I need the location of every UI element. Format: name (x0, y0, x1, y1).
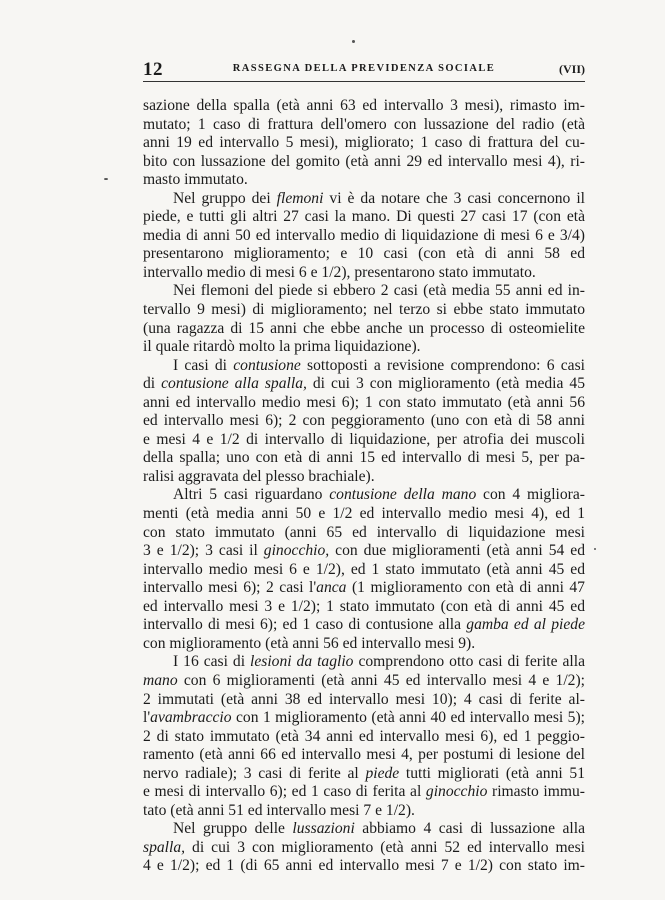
text-line (143, 412, 585, 431)
text-segment: 4 e 1/2); ed 1 (di 65 anni ed intervallo mesi 7 e 1/2) con stato im- (143, 857, 585, 875)
text-line (143, 783, 585, 802)
text-segment: intervallo mesi 6); 2 casi l' (143, 579, 317, 597)
text-line (143, 357, 585, 376)
text-segment: con 1 miglioramento (età anni 40 ed intervallo mesi 5); (231, 709, 585, 727)
text-line (143, 282, 585, 301)
italic-term: spalla, (143, 838, 186, 856)
text-segment: intervallo di mesi 6); ed 1 caso di contusione alla (143, 616, 467, 634)
italic-term: flemoni (276, 189, 324, 207)
text-segment: ed intervallo mesi 6); 2 con peggioramento (uno con età di 58 anni (143, 412, 585, 430)
text-segment: ralisi aggravata del plesso brachiale). (143, 467, 375, 485)
italic-term: gamba ed al piede (466, 616, 585, 634)
text-segment: anni ed intervallo medio mesi 6); 1 con stato immutato (età anni 56 (143, 393, 585, 411)
text-line (143, 375, 585, 394)
text-line (143, 839, 585, 858)
text-segment: piede, e tutti gli altri 27 casi la mano. Di questi 27 casi 17 (con età (143, 208, 585, 226)
text-line (143, 190, 585, 209)
italic-term: avambraccio (150, 709, 232, 727)
text-line (143, 579, 585, 598)
text-line (143, 449, 585, 468)
text-line (143, 542, 585, 561)
italic-term: anca (316, 579, 347, 597)
text-segment: I casi di (173, 356, 234, 374)
italic-term: mano (143, 671, 178, 689)
text-segment: con miglioramento (età anni 56 ed intervallo mesi 9). (143, 634, 476, 652)
text-segment: di cui 3 con miglioramento (età anni 52 ed intervallo mesi (185, 838, 585, 856)
text-segment: bito con lussazione del gomito (età anni 29 ed intervallo mesi 4), ri- (143, 152, 585, 170)
text-segment: di (143, 375, 162, 393)
scan-speck (352, 40, 355, 43)
text-segment: il quale ritardò molto la prima liquidazione). (143, 338, 421, 356)
text-segment: ramento (età anni 66 ed intervallo mesi 4, per postumi di lesione del (143, 746, 585, 764)
text-segment: Nel gruppo dei (173, 189, 277, 207)
text-line (143, 171, 585, 190)
italic-term: lussazioni (292, 820, 355, 838)
text-line (143, 765, 585, 784)
text-line (143, 227, 585, 246)
text-segment: I 16 casi di (173, 653, 250, 671)
text-segment: della spalla; uno con età di anni 15 ed intervallo di mesi 5, per pa- (143, 449, 585, 467)
text-segment: sottoposti a revisione comprendono: 6 casi (300, 356, 586, 374)
italic-term: contusione (233, 356, 301, 374)
text-segment: anni 19 ed intervallo 5 mesi), migliorato; 1 caso di frattura del cu- (143, 134, 585, 152)
text-segment: con due miglioramenti (età anni 54 ed (329, 542, 585, 560)
text-segment: Nei flemoni del piede si ebbero 2 casi (età media 55 anni ed in- (173, 282, 585, 300)
text-segment: e mesi di intervallo 6); ed 1 caso di ferita al (143, 783, 426, 801)
text-segment: (1 miglioramento con età di anni 47 (346, 579, 585, 597)
italic-term: ginocchio (425, 783, 488, 801)
text-line (143, 691, 585, 710)
text-line (143, 598, 585, 617)
text-line (143, 264, 585, 283)
text-line (143, 468, 585, 487)
text-segment: intervallo medio di mesi 6 e 1/2), presentarono stato immutato. (143, 263, 536, 281)
text-line (143, 338, 585, 357)
text-segment: con 4 migliora- (476, 486, 585, 504)
text-segment: presentarono miglioramento; e 10 casi (con età di anni 58 ed (143, 245, 585, 263)
text-segment: (una ragazza di 15 anni che ebbe anche un processo di osteomielite (143, 319, 585, 337)
text-line (143, 486, 585, 505)
running-title: RASSEGNA DELLA PREVIDENZA SOCIALE (232, 63, 496, 74)
text-line (143, 97, 585, 116)
text-segment: sazione della spalla (età anni 63 ed intervallo 3 mesi), rimasto im- (143, 97, 585, 114)
text-line (143, 134, 585, 153)
text-line (143, 672, 585, 691)
italic-term: ginocchio, (263, 542, 330, 560)
text-segment: mutato; 1 caso di frattura dell'omero con lussazione del radio (età (143, 115, 585, 133)
text-segment: masto immutato. (143, 171, 248, 189)
text-segment: con stato immutato (anni 65 ed intervallo di liquidazione mesi (143, 523, 585, 541)
text-line (143, 709, 585, 728)
text-segment: di cui 3 con miglioramento (età media 45 (306, 375, 586, 393)
text-line (143, 394, 585, 413)
text-line (143, 746, 585, 765)
section-marker: (VII) (559, 62, 585, 76)
text-segment: menti (età media anni 50 e 1/2 ed intervallo medio mesi 4), ed 1 (143, 505, 585, 523)
scan-speck (104, 178, 108, 180)
running-header (143, 59, 585, 82)
italic-term: contusione della mano (329, 486, 477, 504)
text-line (143, 116, 585, 135)
text-line (143, 301, 585, 320)
text-line (143, 857, 585, 876)
text-segment: tato (età anni 51 ed intervallo mesi 7 e 1/2). (143, 801, 415, 819)
text-line (143, 728, 585, 747)
text-segment: 2 di stato immutato (età 34 anni ed intervallo mesi 6), ed 1 peggio- (143, 727, 585, 745)
text-segment: l' (143, 709, 151, 727)
text-line (143, 524, 585, 543)
text-line (143, 320, 585, 339)
italic-term: piede (365, 764, 400, 782)
text-segment: comprendono otto casi di ferite alla (353, 653, 586, 671)
text-line (143, 653, 585, 672)
text-segment: 2 immutati (età anni 38 ed intervallo mesi 10); 4 casi di ferite al- (143, 690, 585, 708)
page-number: 12 (143, 59, 163, 80)
italic-term: contusione alla spalla, (161, 375, 307, 393)
text-segment: rimasto immu- (487, 783, 585, 801)
text-line (143, 208, 585, 227)
text-segment: abbiamo 4 casi di lussazione alla (354, 820, 585, 838)
text-segment: 3 e 1/2); 3 casi il (143, 542, 264, 560)
text-segment: Nel gruppo delle (173, 820, 293, 838)
text-line (143, 153, 585, 172)
text-line (143, 505, 585, 524)
text-segment: nervo radiale); 3 casi di ferite al (143, 764, 366, 782)
text-segment: tutti migliorati (età anni 51 (399, 764, 585, 782)
text-segment: Altri 5 casi riguardano (173, 486, 330, 504)
text-segment: intervallo medio mesi 6 e 1/2), ed 1 stato immutato (età anni 45 ed (143, 560, 585, 578)
text-segment: media di anni 50 ed intervallo medio di liquidazione di mesi 6 e 3/4) (143, 226, 585, 244)
text-line (143, 635, 585, 654)
text-line (143, 616, 585, 635)
text-line (143, 245, 585, 264)
text-segment: tervallo 9 mesi) di miglioramento; nel terzo si ebbe stato immutato (143, 301, 585, 319)
text-line (143, 561, 585, 580)
text-segment: e mesi 4 e 1/2 di intervallo di liquidazione, per atrofia dei muscoli (143, 430, 585, 448)
text-segment: vi è da notare che 3 casi concernono il (323, 189, 585, 207)
text-line (143, 820, 585, 839)
body-text (143, 97, 585, 876)
text-line (143, 431, 585, 450)
text-segment: ed intervallo mesi 3 e 1/2); 1 stato immutato (con età di anni 45 ed (143, 597, 585, 615)
text-segment: con 6 miglioramenti (età anni 45 ed intervallo mesi 4 e 1/2); (177, 671, 585, 689)
italic-term: lesioni da taglio (250, 653, 354, 671)
text-line (143, 802, 585, 821)
scan-speck (594, 548, 596, 550)
